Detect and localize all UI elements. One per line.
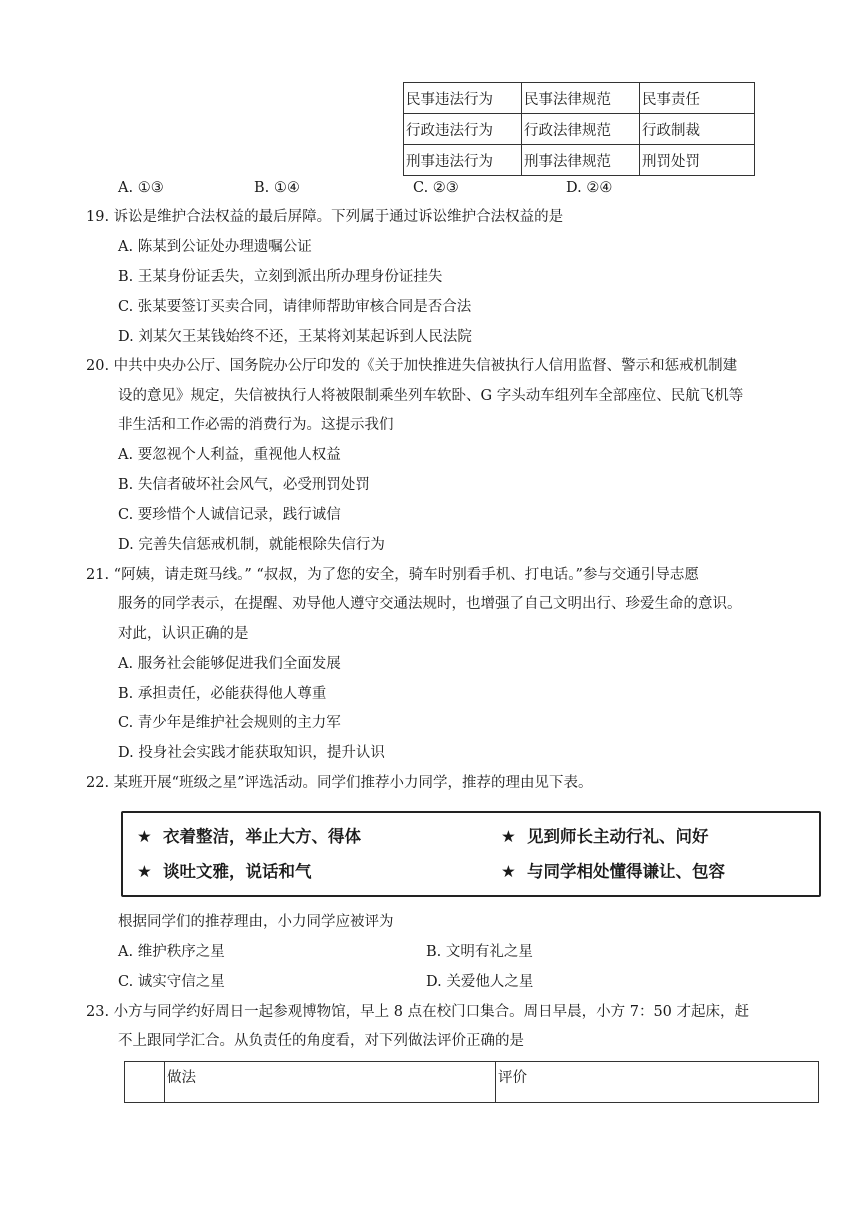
q22-stem: 22. 某班开展“班级之星”评选活动。同学们推荐小力同学，推荐的理由见下表。 xyxy=(86,775,593,791)
recommendation-text: 见到师长主动行礼、问好 xyxy=(527,827,709,846)
q20-stem-line-3: 非生活和工作必需的消费行为。这提示我们 xyxy=(118,417,394,433)
q22-option-c[interactable]: C. 诚实守信之星 xyxy=(118,974,225,990)
table-header-cell: 做法 xyxy=(165,1062,496,1103)
table-cell: 民事责任 xyxy=(640,83,755,114)
q19-option-c[interactable]: C. 张某要签订买卖合同，请律师帮助审核合同是否合法 xyxy=(118,299,472,315)
q21-option-b[interactable]: B. 承担责任，必能获得他人尊重 xyxy=(118,686,327,702)
table-row xyxy=(404,114,755,145)
q18-table xyxy=(403,82,755,176)
q18-option-d[interactable]: D. ②④ xyxy=(566,180,613,196)
q21-stem-line-2: 服务的同学表示，在提醒、劝导他人遵守交通法规时，也增强了自己文明出行、珍爱生命的意识。 xyxy=(118,596,742,612)
q19-option-b[interactable]: B. 王某身份证丢失，立刻到派出所办理身份证挂失 xyxy=(118,269,443,285)
table-row xyxy=(404,145,755,176)
q18-option-a[interactable]: A. ①③ xyxy=(118,180,164,196)
recommendation-item xyxy=(501,826,709,848)
q19-option-d[interactable]: D. 刘某欠王某钱始终不还，王某将刘某起诉到人民法院 xyxy=(118,329,472,345)
q23-stem-line-2: 不上跟同学汇合。从负责任的角度看，对下列做法评价正确的是 xyxy=(118,1033,524,1049)
table-cell: 行政法律规范 xyxy=(522,114,640,145)
q20-stem-line-1: 20. 中共中央办公厅、国务院办公厅印发的《关于加快推进失信被执行人信用监督、警示和惩戒机制建 xyxy=(86,358,738,374)
table-cell: 刑事违法行为 xyxy=(404,145,522,176)
recommendation-box xyxy=(121,811,821,897)
q19-stem: 19. 诉讼是维护合法权益的最后屏障。下列属于通过诉讼维护合法权益的是 xyxy=(86,209,564,225)
q21-stem-line-3: 对此，认识正确的是 xyxy=(118,626,249,642)
table-header-row xyxy=(125,1062,819,1103)
q20-option-c[interactable]: C. 要珍惜个人诚信记录，践行诚信 xyxy=(118,507,341,523)
table-cell: 行政违法行为 xyxy=(404,114,522,145)
table-cell: 民事违法行为 xyxy=(404,83,522,114)
q21-option-a[interactable]: A. 服务社会能够促进我们全面发展 xyxy=(118,656,341,672)
q22-option-b[interactable]: B. 文明有礼之星 xyxy=(426,944,533,960)
recommendation-text: 与同学相处懂得谦让、包容 xyxy=(527,862,725,881)
star-icon: ★ xyxy=(137,827,152,846)
q23-table xyxy=(124,1061,819,1103)
star-icon: ★ xyxy=(501,827,516,846)
star-icon: ★ xyxy=(137,862,152,881)
table-cell: 行政制裁 xyxy=(640,114,755,145)
q20-option-a[interactable]: A. 要忽视个人利益，重视他人权益 xyxy=(118,447,341,463)
q18-option-b[interactable]: B. ①④ xyxy=(254,180,300,196)
q23-stem-line-1: 23. 小方与同学约好周日一起参观博物馆，早上 8 点在校门口集合。周日早晨，小方 7：50 才起床，赶 xyxy=(86,1004,750,1020)
recommendation-text: 谈吐文雅，说话和气 xyxy=(163,862,312,881)
star-icon: ★ xyxy=(501,862,516,881)
q21-stem-line-1: 21. “阿姨，请走斑马线。” “叔叔，为了您的安全，骑车时别看手机、打电话。”参与交通引导志愿 xyxy=(86,567,699,583)
q21-option-d[interactable]: D. 投身社会实践才能获取知识，提升认识 xyxy=(118,745,385,761)
recommendation-item xyxy=(137,826,361,848)
recommendation-item xyxy=(501,861,725,883)
table-cell: 刑事法律规范 xyxy=(522,145,640,176)
table-cell: 民事法律规范 xyxy=(522,83,640,114)
q22-question: 根据同学们的推荐理由，小力同学应被评为 xyxy=(118,914,394,930)
q20-stem-line-2: 设的意见》规定，失信被执行人将被限制乘坐列车软卧、G 字头动车组列车全部座位、民航飞机等 xyxy=(118,388,744,404)
q22-option-a[interactable]: A. 维护秩序之星 xyxy=(118,944,225,960)
table-row xyxy=(404,83,755,114)
q20-option-b[interactable]: B. 失信者破坏社会风气，必受刑罚处罚 xyxy=(118,477,370,493)
table-header-cell: 评价 xyxy=(496,1062,819,1103)
table-header-cell xyxy=(125,1062,165,1103)
table-cell: 刑罚处罚 xyxy=(640,145,755,176)
q18-option-c[interactable]: C. ②③ xyxy=(413,180,459,196)
q22-option-d[interactable]: D. 关爱他人之星 xyxy=(426,974,534,990)
recommendation-text: 衣着整洁，举止大方、得体 xyxy=(163,827,361,846)
recommendation-item xyxy=(137,861,312,883)
q19-option-a[interactable]: A. 陈某到公证处办理遗嘱公证 xyxy=(118,239,312,255)
q20-option-d[interactable]: D. 完善失信惩戒机制，就能根除失信行为 xyxy=(118,537,385,553)
q21-option-c[interactable]: C. 青少年是维护社会规则的主力军 xyxy=(118,715,341,731)
